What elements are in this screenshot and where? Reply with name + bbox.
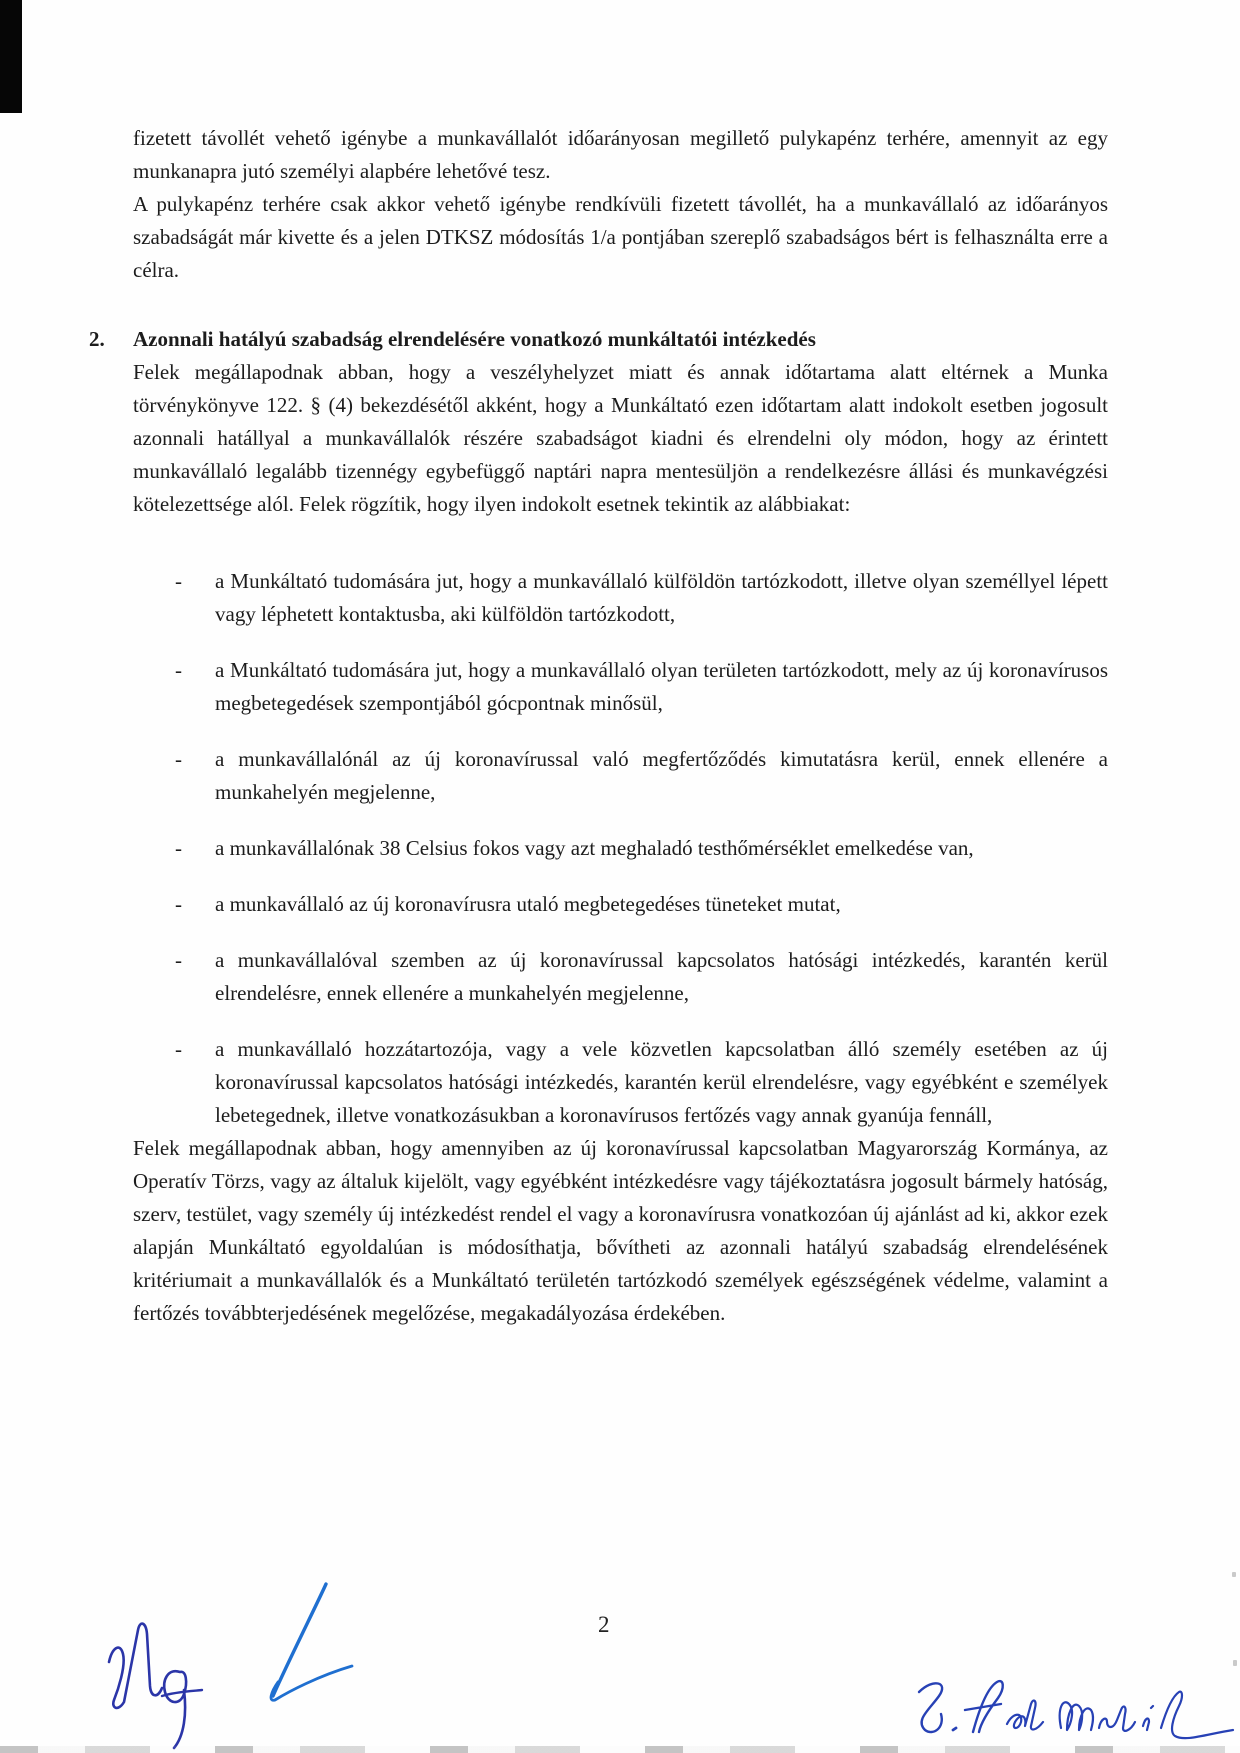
closing-paragraph: Felek megállapodnak abban, hogy amennyiben az új koronavírussal kapcsolatban Magyarország Kormánya, az Operatív Törzs, vagy az általuk kijelölt, vagy egyébként intézkedésre vagy tájékoztatásra jogosult bármely hatóság, szerv, testület, vagy személy új intézkedést rendel el vagy a koronavírusra vonatkozóan új ajánlást ad ki, akkor ezek alapján Munkáltató egyoldalúan is módosíthatja, bővítheti az azonnali hatályú szabadság elrendelésének kritériumait a munkavállalók és a Munkáltató területén tartózkodó személyek egészségének védelme, valamint a fertőzés továbbterjedésének megelőzése, megakadályozása érdekében. — [133, 1136, 1108, 1325]
bullet-item — [133, 832, 1108, 865]
scan-artifact-bottom-edge — [0, 1746, 1240, 1753]
bullet-text: a munkavállaló hozzátartozója, vagy a vele közvetlen kapcsolatban álló személy esetében az új koronavírussal kapcsolatos hatósági intézkedés, karantén kerül elrendelésre, vagy egyébként e személyek lebetegednek, illetve vonatkozásukban a koronavírusos fertőzés vagy annak gyanúja fennáll, — [215, 1037, 1108, 1127]
continuation-paragraph-2: A pulykapénz terhére csak akkor vehető igénybe rendkívüli fizetett távollét, ha a munkavállaló az időarányos szabadságát már kivette és a jelen DTKSZ módosítás 1/a pontjában szereplő szabadságos bért is felhasználta erre a célra. — [133, 192, 1108, 282]
bullet-dash: - — [175, 948, 182, 972]
section-title: Azonnali hatályú szabadság elrendelésére vonatkozó munkáltatói intézkedés — [133, 327, 816, 351]
bullet-text: a Munkáltató tudomására jut, hogy a munkavállaló olyan területen tartózkodott, mely az új koronavírusos megbetegedések szempontjából gócpontnak minősül, — [215, 658, 1108, 715]
scan-artifact-bar — [0, 0, 22, 113]
scan-speck — [1233, 1660, 1237, 1666]
signature-left-stroke — [260, 1580, 354, 1714]
section-heading — [89, 323, 1108, 356]
bullet-item — [133, 743, 1108, 809]
bullet-dash: - — [175, 747, 182, 771]
signature-right — [903, 1672, 1237, 1748]
bullet-dash: - — [175, 569, 182, 593]
bullet-item — [133, 1033, 1108, 1132]
bullet-text: a munkavállalónak 38 Celsius fokos vagy azt meghaladó testhőmérséklet emelkedése van, — [215, 836, 974, 860]
bullet-item — [133, 944, 1108, 1010]
bullet-dash: - — [175, 836, 182, 860]
bullet-text: a munkavállaló az új koronavírusra utaló megbetegedéses tüneteket mutat, — [215, 892, 841, 916]
bullet-item — [133, 565, 1108, 631]
continuation-paragraph: fizetett távollét vehető igénybe a munkavállalót időarányosan megillető pulykapénz terhére, amennyit az egy munkanapra jutó személyi alapbére lehetővé tesz. — [133, 126, 1108, 183]
document-body — [89, 122, 1108, 1330]
bullet-list — [133, 565, 1108, 1132]
bullet-item — [133, 888, 1108, 921]
bullet-dash: - — [175, 658, 182, 682]
page-number: 2 — [598, 1612, 610, 1637]
section-number: 2. — [89, 327, 105, 351]
bullet-item — [133, 654, 1108, 720]
signature-left-monogram — [104, 1610, 208, 1752]
bullet-dash: - — [175, 1037, 182, 1061]
scan-speck — [1232, 1572, 1236, 1577]
bullet-text: a munkavállalónál az új koronavírussal való megfertőződés kimutatásra kerül, ennek ellenére a munkahelyén megjelenne, — [215, 747, 1108, 804]
bullet-dash: - — [175, 892, 182, 916]
bullet-text: a munkavállalóval szemben az új koronavírussal kapcsolatos hatósági intézkedés, karantén kerül elrendelésre, ennek ellenére a munkahelyén megjelenne, — [215, 948, 1108, 1005]
bullet-text: a Munkáltató tudomására jut, hogy a munkavállaló külföldön tartózkodott, illetve olyan személlyel lépett vagy léphetett kontaktusba, aki külföldön tartózkodott, — [215, 569, 1108, 626]
body-paragraph: Felek megállapodnak abban, hogy a veszélyhelyzet miatt és annak időtartama alatt eltérnek a Munka törvénykönyve 122. § (4) bekezdésétől akként, hogy a Munkáltató ezen időtartam alatt indokolt esetben jogosult azonnali hatállyal a munkavállalók részére szabadságot kiadni és elrendelni oly módon, hogy az érintett munkavállaló legalább tizennégy egybefüggő naptári napra mentesüljön a rendelkezésre állási és munkavégzési kötelezettsége alól. Felek rögzítik, hogy ilyen indokolt esetnek tekintik az alábbiakat: — [133, 360, 1108, 516]
